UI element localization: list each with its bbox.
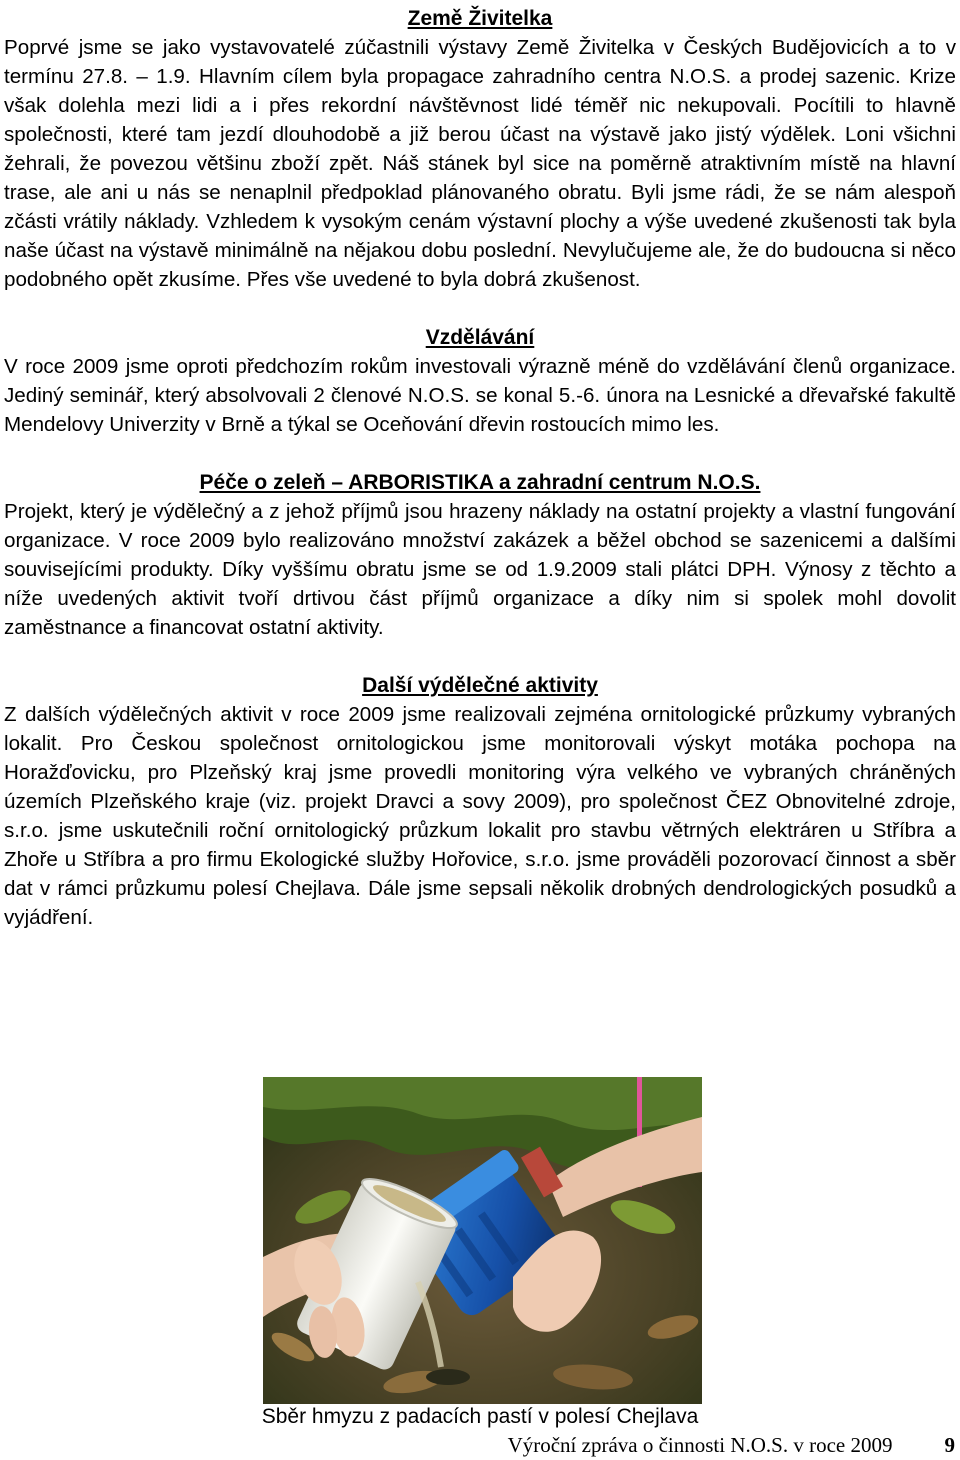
spacer xyxy=(4,294,956,323)
page-footer xyxy=(508,1431,955,1459)
photo-insect-trap xyxy=(263,1077,702,1404)
page-number: 9 xyxy=(944,1433,955,1457)
photo-illustration xyxy=(263,1077,702,1404)
section-dalsi-vydelecne-aktivity xyxy=(4,671,956,932)
footer-title: Výroční zpráva o činnosti N.O.S. v roce 2009 xyxy=(507,1433,893,1457)
section-heading: Péče o zeleň – ARBORISTIKA a zahradní centrum N.O.S. xyxy=(199,471,761,494)
section-vzdelavani xyxy=(4,323,956,439)
section-text: Poprvé jsme se jako vystavovatelé zúčastnili výstavy Země Živitelka v Českých Budějovicích a to v termínu 27.8. – 1.9. Hlavním cílem byla propagace zahradního centra N.O.S. a prodej sazenic. Krize však dolehla mezi lidi a i přes rekordní návštěvnost lidé téměř nic nekupovali. Pocítili to hlavně společnosti, které tam jezdí dlouhodobě a již berou účast na výstavě jako jistý výdělek. Loni všichni žehrali, že povezou většinu zboží zpět. Náš stánek byl sice na poměrně atraktivním místě na hlavní trase, ale ani u nás se nenaplnil předpoklad plánovaného obratu. Byli jsme rádi, že se nám alespoň zčásti vrátily náklady. Vzhledem k vysokým cenám výstavní plochy a výše uvedené zkušenosti tak byla naše účast na výstavě minimálně na nějakou dobu poslední. Nevylučujeme ale, že do budoucna si něco podobného opět zkusíme. Přes vše uvedené to byla dobrá zkušenost. xyxy=(4,36,956,291)
section-heading: Země Živitelka xyxy=(407,7,553,30)
section-heading: Vzdělávání xyxy=(425,326,535,349)
section-heading: Další výdělečné aktivity xyxy=(362,674,598,697)
section-text: V roce 2009 jsme oproti předchozím rokům investovali výrazně méně do vzdělávání členů organizace. Jediný seminář, který absolvovali 2 členové N.O.S. se konal 5.-6. února na Lesnické a dřevařské fakultě Mendelovy Univerzity v Brně a týkal se Oceňování dřevin rostoucích mimo les. xyxy=(4,355,956,436)
spacer xyxy=(4,642,956,671)
section-zeme-zivitelka xyxy=(4,4,956,294)
document-page xyxy=(4,4,956,932)
spacer xyxy=(4,439,956,468)
section-text: Z dalších výdělečných aktivit v roce 2009 jsme realizovali zejména ornitologické průzkumy vybraných lokalit. Pro Českou společnost ornitologickou jsme monitorovali výskyt motáka pochopa na Horažďovicku, pro Plzeňský kraj jsme provedli monitoring výra velkého ve vybraných chráněných územích Plzeňského kraje (viz. projekt Dravci a sovy 2009), pro společnost ČEZ Obnovitelné zdroje, s.r.o. jsme uskutečnili roční ornitologický průzkum lokalit pro stavbu větrných elektráren u Stříbra a Zhoře u Stříbra a pro firmu Ekologické služby Hořovice, s.r.o. jsme prováděli pozorovací činnost a sběr dat v rámci průzkumu polesí Chejlava. Dále jsme sepsali několik drobných dendrologických posudků a vyjádření. xyxy=(4,703,956,929)
photo-caption: Sběr hmyzu z padacích pastí v polesí Chejlava xyxy=(261,1405,699,1428)
section-text: Projekt, který je výdělečný a z jehož příjmů jsou hrazeny náklady na ostatní projekty a vlastní fungování organizace. V roce 2009 bylo realizováno množství zakázek a běžel obchod se sazenicemi a dalšími souvisejícími produkty. Díky vyššímu obratu jsme se od 1.9.2009 stali plátci DPH. Výnosy z těchto a níže uvedených aktivit tvoří drtivou část příjmů organizace a díky nim si spolek mohl dovolit zaměstnance a financovat ostatní aktivity. xyxy=(4,500,956,639)
section-pece-o-zelen xyxy=(4,468,956,642)
